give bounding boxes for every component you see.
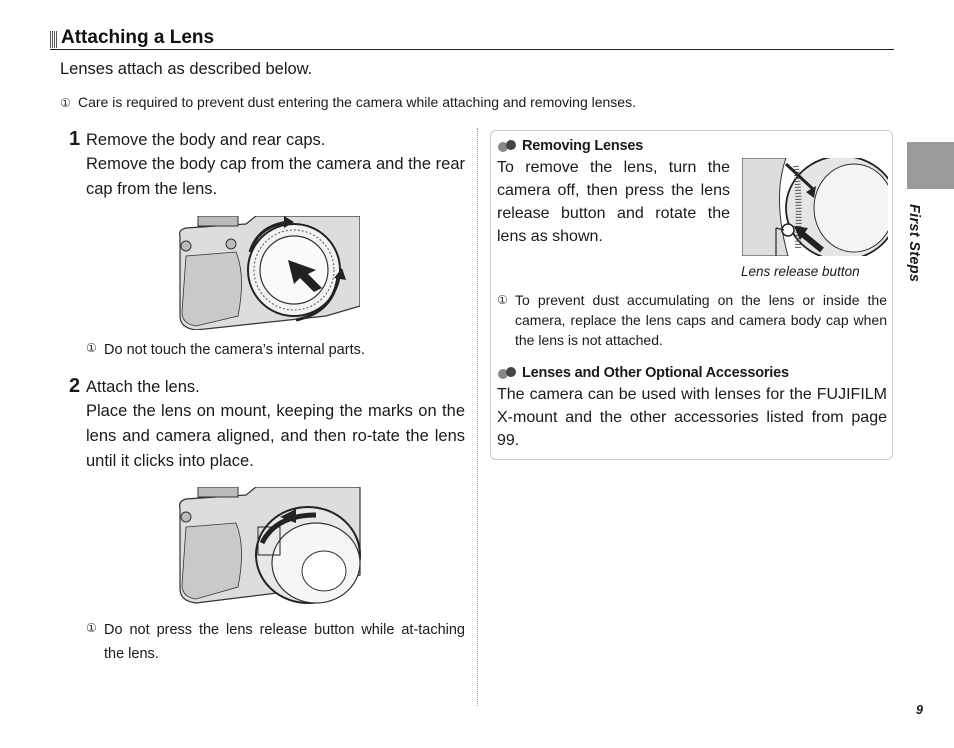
- page-title: Attaching a Lens: [61, 27, 215, 48]
- chapter-label: [902, 204, 926, 294]
- caution-icon: ①: [86, 341, 97, 355]
- removing-lenses-heading-text: Removing Lenses: [522, 138, 644, 154]
- step-2-heading: Attach the lens.: [86, 378, 200, 396]
- step-2-caution-text: Do not press the lens release button while at-taching the lens.: [104, 622, 465, 662]
- accessories-heading-text: Lenses and Other Optional Accessories: [522, 365, 789, 381]
- page-number: 9: [916, 703, 923, 717]
- top-caution-text: Care is required to prevent dust entering the camera while attaching and removing lenses.: [78, 94, 636, 110]
- step-1-caution-text: Do not touch the camera’s internal parts.: [104, 342, 365, 358]
- accessories-text: The camera can be used with lenses for the FUJIFILM X-mount and the other accessories listed from page 99.: [497, 386, 887, 449]
- lens-release-illustration: [742, 158, 888, 256]
- attach-lens-illustration: [176, 487, 364, 605]
- lens-release-caption: Lens release button: [741, 264, 860, 279]
- dust-caution-note: [497, 290, 887, 350]
- caution-icon: ①: [497, 293, 508, 307]
- chapter-label-text: First Steps: [906, 204, 922, 283]
- chapter-tab: [907, 142, 954, 189]
- step-2-body: Place the lens on mount, keeping the marks on the lens and camera aligned, and then ro-tate the lens until it clicks into place.: [86, 402, 465, 470]
- caution-icon: ①: [86, 621, 97, 635]
- step-2-caution-note: [86, 618, 465, 666]
- step-1-number: 1: [69, 128, 81, 150]
- dust-caution-text: To prevent dust accumulating on the lens or inside the camera, replace the lens caps and camera body cap when the lens is not attached.: [515, 292, 887, 348]
- step-2-number: 2: [69, 375, 81, 397]
- step-1-heading: Remove the body and rear caps.: [86, 131, 326, 149]
- tip-bubbles-icon: [497, 139, 517, 153]
- intro-text: Lenses attach as described below.: [60, 60, 313, 78]
- step-1-body: Remove the body cap from the camera and the rear cap from the lens.: [86, 155, 465, 198]
- removing-lenses-heading: [497, 137, 643, 155]
- title-marker: [50, 31, 58, 48]
- accessories-heading: [497, 364, 789, 382]
- remove-body-cap-illustration: [176, 216, 360, 330]
- step-1-caution-note: [86, 338, 465, 362]
- column-divider: [477, 128, 478, 706]
- removing-lenses-text: To remove the lens, turn the camera off, then press the lens release button and rotate the lens as shown.: [497, 159, 730, 245]
- tip-bubbles-icon: [497, 366, 517, 380]
- caution-icon: ①: [60, 96, 71, 110]
- top-caution-note: [60, 93, 636, 111]
